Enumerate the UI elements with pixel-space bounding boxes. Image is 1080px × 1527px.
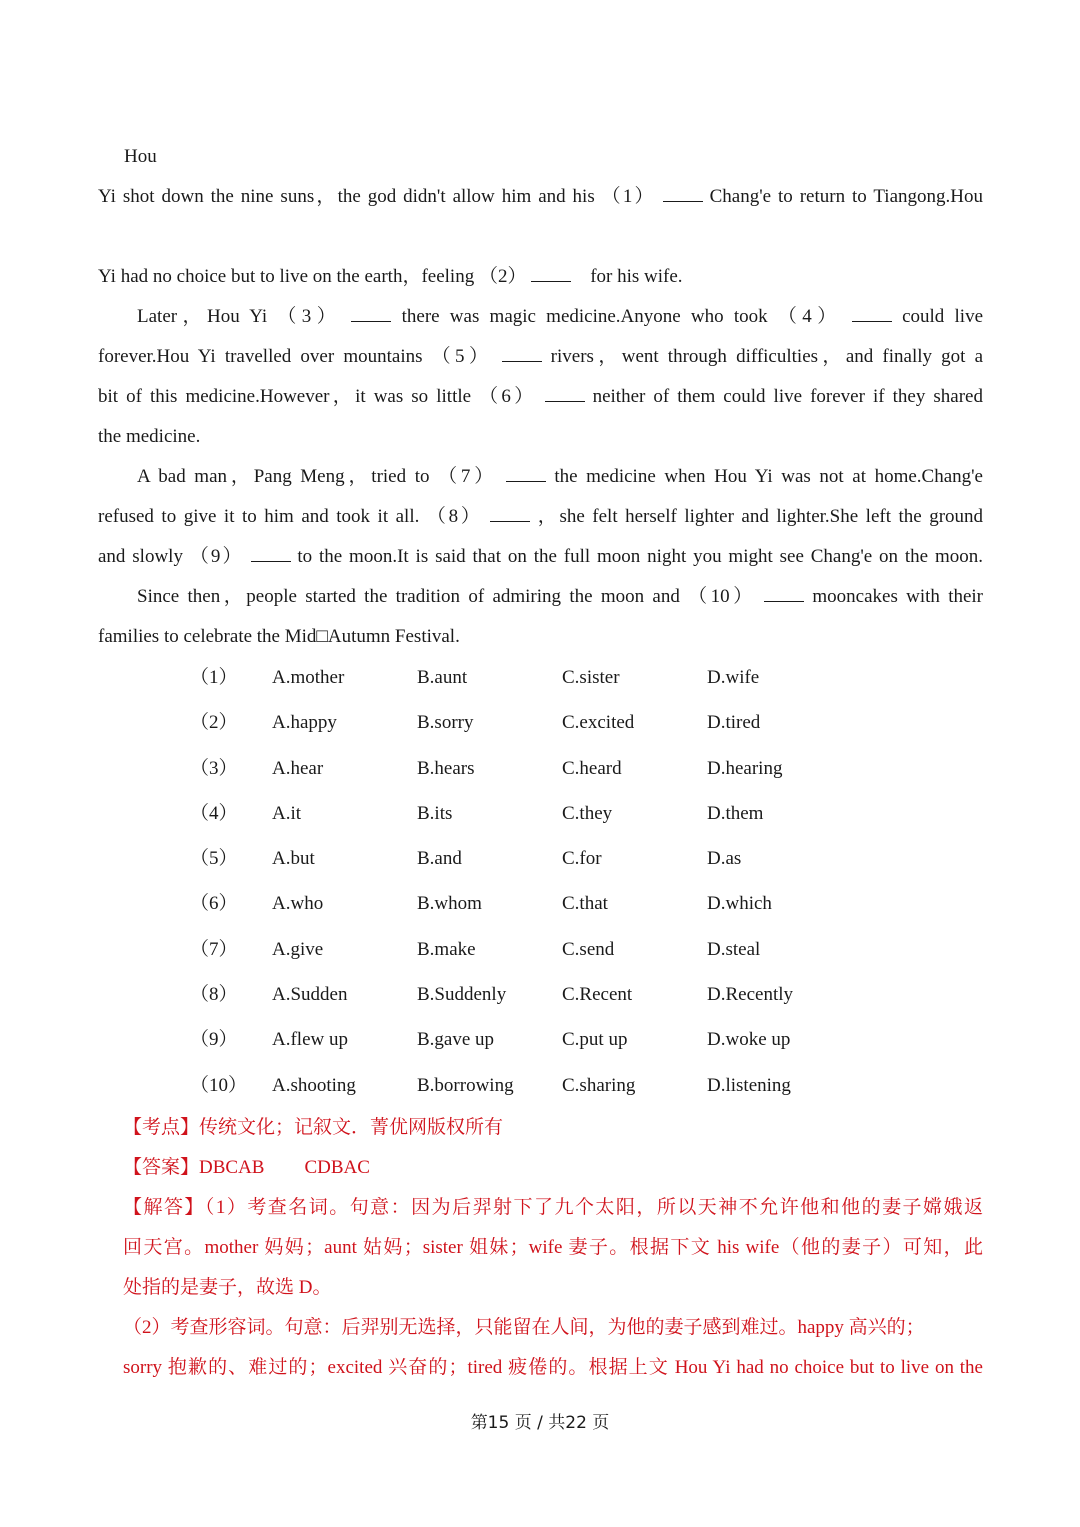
option-a: A.but <box>272 848 315 869</box>
passage-text: bit of this medicine.However，it was so little <box>98 386 472 407</box>
explanation-line-2: 回天宫。mother 妈妈；aunt 姑妈；sister 姐妹；wife 妻子。根据下文 his wife（他的妻子）可知，此 <box>123 1237 983 1258</box>
option-d: D.hearing <box>707 758 783 779</box>
answer-line <box>123 1156 983 1180</box>
option-c: C.that <box>562 893 608 914</box>
option-row <box>190 846 890 872</box>
passage-text: for his wife. <box>590 266 683 287</box>
option-b: B.its <box>417 803 453 824</box>
passage-line-10 <box>137 585 983 609</box>
option-c: C.for <box>562 848 602 869</box>
explanation-line-1: 【解答】（1）考查名词。句意：因为后羿射下了九个太阳，所以天神不允许他和他的妻子嫦娥返 <box>123 1197 983 1218</box>
option-d: D.as <box>707 848 742 869</box>
kaodian-line: 【考点】传统文化；记叙文．菁优网版权所有 <box>123 1117 504 1138</box>
option-d: D.listening <box>707 1075 791 1096</box>
option-c: C.sharing <box>562 1075 636 1096</box>
blank-number: （7） <box>438 466 498 487</box>
option-d: D.which <box>707 893 772 914</box>
passage-line-5 <box>98 385 983 409</box>
passage-line-9 <box>98 545 983 569</box>
question-number: （6） <box>190 893 238 914</box>
answer-blank <box>531 265 571 282</box>
option-a: A.happy <box>272 712 337 733</box>
question-number: （3） <box>190 758 238 779</box>
passage-line-7 <box>137 465 983 489</box>
option-b: B.and <box>417 848 462 869</box>
blank-number: （3） <box>277 306 342 327</box>
answer-blank <box>502 345 542 362</box>
answer-rest: CDBAC <box>304 1157 370 1178</box>
passage-line-8 <box>98 505 983 529</box>
option-b: B.aunt <box>417 667 468 688</box>
option-b: B.borrowing <box>417 1075 514 1096</box>
passage-text: refused to give it to him and took it all. <box>98 506 420 527</box>
option-b: B.sorry <box>417 712 474 733</box>
option-a: A.hear <box>272 758 324 779</box>
passage-text: Since then，people started the tradition of admiring the moon and <box>137 586 680 607</box>
option-row <box>190 1073 890 1099</box>
option-row <box>190 801 890 827</box>
explanation-line-5: sorry 抱歉的、难过的；excited 兴奋的；tired 疲倦的。根据上文 Hou Yi had no choice but to live on the <box>123 1357 983 1378</box>
question-number: （4） <box>190 803 238 824</box>
option-d: D.woke up <box>707 1029 791 1050</box>
option-row <box>190 665 890 691</box>
answer-blank <box>490 505 530 522</box>
passage-line-3 <box>137 305 983 329</box>
answer-blank <box>764 585 804 602</box>
option-c: C.Recent <box>562 984 633 1005</box>
question-number: （7） <box>190 939 238 960</box>
passage-line-2 <box>98 265 983 289</box>
option-row <box>190 937 890 963</box>
option-a: A.Sudden <box>272 984 348 1005</box>
passage-line-11: families to celebrate the Mid□Autumn Festival. <box>98 626 460 647</box>
passage-text: A bad man，Pang Meng，tried to <box>137 466 430 487</box>
explanation-line-4: （2）考查形容词。句意：后羿别无选择，只能留在人间，为他的妻子感到难过。happy 高兴的； <box>123 1317 925 1338</box>
passage-line-1 <box>98 185 983 209</box>
blank-number: （10） <box>688 586 756 607</box>
option-a: A.shooting <box>272 1075 356 1096</box>
passage-text: neither of them could live forever if they shared <box>592 386 983 407</box>
question-number: （10） <box>190 1075 248 1096</box>
question-number: （2） <box>190 712 238 733</box>
option-b: B.hears <box>417 758 475 779</box>
answer-blank <box>852 305 892 322</box>
option-a: A.who <box>272 893 324 914</box>
blank-number: （4） <box>777 306 842 327</box>
blank-number: （8） <box>426 506 483 527</box>
option-d: D.Recently <box>707 984 794 1005</box>
passage-line-4 <box>98 345 983 369</box>
passage-text: rivers，went through difficulties，and finally got a <box>550 346 983 367</box>
option-d: D.steal <box>707 939 761 960</box>
option-b: B.make <box>417 939 476 960</box>
blank-number: （1） <box>601 186 656 207</box>
answer-label: 【答案】DBCAB <box>123 1157 265 1178</box>
passage-text: the medicine when Hou Yi was not at home.Chang'e <box>554 466 983 487</box>
answer-blank <box>545 385 585 402</box>
blank-number: （6） <box>479 386 537 407</box>
blank-number: （2） <box>478 266 527 287</box>
option-row <box>190 891 890 917</box>
page-number-footer: 第15 页 / 共22 页 <box>470 1413 610 1433</box>
option-d: D.them <box>707 803 764 824</box>
passage-text: Yi had no choice but to live on the earth，feeling <box>98 266 475 287</box>
passage-text: and slowly <box>98 546 183 567</box>
passage-text: mooncakes with their <box>812 586 983 607</box>
blank-number: （5） <box>431 346 493 367</box>
option-c: C.they <box>562 803 613 824</box>
passage-text: Yi shot down the nine suns，the god didn't allow him and his <box>98 186 595 207</box>
option-b: B.Suddenly <box>417 984 507 1005</box>
option-row <box>190 1027 890 1053</box>
option-c: C.excited <box>562 712 635 733</box>
passage-text: could live <box>902 306 983 327</box>
passage-text: Later，Hou Yi <box>137 306 268 327</box>
option-a: A.mother <box>272 667 345 688</box>
blank-number: （9） <box>189 546 244 567</box>
passage-text: there was magic medicine.Anyone who took <box>401 306 768 327</box>
question-number: （1） <box>190 667 238 688</box>
passage-line-6: the medicine. <box>98 426 201 447</box>
answer-blank <box>351 305 391 322</box>
question-number: （9） <box>190 1029 238 1050</box>
option-d: D.tired <box>707 712 761 733</box>
question-number: （8） <box>190 984 238 1005</box>
option-a: A.give <box>272 939 324 960</box>
answer-blank <box>251 545 291 562</box>
option-row <box>190 710 890 736</box>
option-d: D.wife <box>707 667 760 688</box>
option-row <box>190 982 890 1008</box>
option-b: B.gave up <box>417 1029 495 1050</box>
option-a: A.flew up <box>272 1029 348 1050</box>
option-c: C.send <box>562 939 615 960</box>
option-c: C.sister <box>562 667 620 688</box>
passage-text: forever.Hou Yi travelled over mountains <box>98 346 423 367</box>
passage-text: Chang'e to return to Tiangong.Hou <box>709 186 983 207</box>
option-b: B.whom <box>417 893 482 914</box>
passage-head-word: Hou <box>124 146 157 167</box>
question-number: （5） <box>190 848 238 869</box>
passage-text: ，she felt herself lighter and lighter.She left the ground <box>537 506 983 527</box>
answer-blank <box>663 185 703 202</box>
explanation-line-3: 处指的是妻子，故选 D。 <box>123 1277 332 1298</box>
answer-blank <box>506 465 546 482</box>
option-c: C.heard <box>562 758 622 779</box>
option-row <box>190 756 890 782</box>
passage-text: to the moon.It is said that on the full moon night you might see Chang'e on the moon. <box>297 546 983 567</box>
option-c: C.put up <box>562 1029 628 1050</box>
option-a: A.it <box>272 803 302 824</box>
